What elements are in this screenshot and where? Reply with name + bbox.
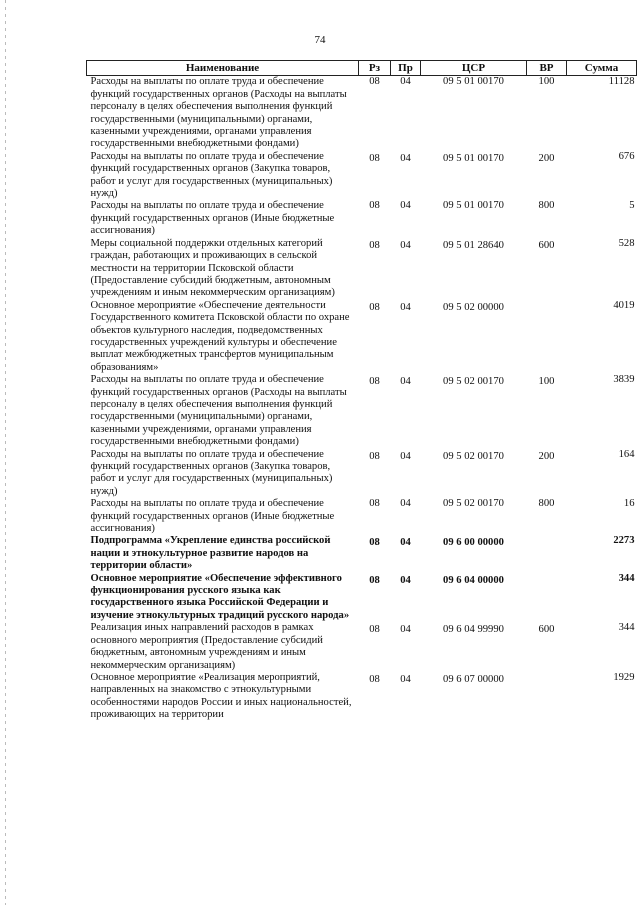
cell-vr [527, 535, 567, 572]
cell-pr: 04 [400, 624, 411, 636]
cell-rz: 08 [369, 537, 380, 549]
cell-rz: 08 [369, 498, 380, 510]
header-pr: Пр [391, 61, 421, 76]
cell-name: Расходы на выплаты по оплате труда и обеспечение функций государственных органов (Иные бюджетные ассигнования) [90, 200, 335, 237]
cell-pr: 04 [400, 574, 411, 586]
cell-sum: 16 [623, 498, 635, 510]
cell-rz: 08 [369, 673, 380, 685]
cell-name: Расходы на выплаты по оплате труда и обеспечение функций государственных органов (Закупка товаров, работ и услуг для государственных (муниципальных) нужд) [90, 448, 333, 497]
cell-csr: 09 6 04 99990 [443, 624, 504, 636]
table-row [87, 498, 637, 535]
cell-name: Основное мероприятие «Реализация мероприятий, направленных на знакомство с этнокультурными особенностями народов России и иных национальностей, проживающих на территории [90, 671, 352, 721]
cell-csr: 09 5 02 00170 [443, 498, 504, 510]
cell-rz: 08 [369, 239, 380, 251]
budget-table [86, 60, 637, 722]
cell-rz: 08 [369, 152, 380, 164]
table-row [87, 535, 637, 572]
header-sum: Сумма [567, 61, 637, 76]
cell-vr: 200 [538, 152, 555, 164]
table-row [87, 672, 637, 722]
table-row [87, 573, 637, 623]
table-body [87, 76, 637, 722]
cell-name: Меры социальной поддержки отдельных категорий граждан, работающих и проживающих в сельской местности на территории Псковской области (Предоставление субсидий бюджетным, автономным учреждениям и иным некоммерческим организациям) [90, 237, 335, 299]
header-name: Наименование [87, 61, 359, 76]
cell-sum: 344 [618, 622, 635, 634]
cell-sum: 344 [618, 572, 635, 584]
cell-vr: 100 [538, 76, 555, 88]
cell-sum: 3839 [613, 374, 635, 386]
table-row [87, 76, 637, 151]
cell-rz: 08 [369, 574, 380, 586]
cell-pr: 04 [400, 450, 411, 462]
cell-pr: 04 [400, 239, 411, 251]
cell-csr: 09 5 02 00000 [443, 301, 504, 313]
cell-rz: 08 [369, 301, 380, 313]
cell-name: Расходы на выплаты по оплате труда и обеспечение функций государственных органов (Расходы на выплаты персоналу в целях обеспечения выполнения функций государственными (муниципальными) органами, казенными учреждениями, органами управления государственными внебюджетными фондами) [90, 374, 347, 448]
cell-csr: 09 6 04 00000 [443, 574, 504, 586]
cell-csr: 09 5 01 00170 [443, 152, 504, 164]
cell-rz: 08 [369, 200, 380, 212]
cell-pr: 04 [400, 376, 411, 388]
cell-sum: 11128 [608, 76, 635, 88]
cell-rz: 08 [369, 624, 380, 636]
cell-csr: 09 5 01 00170 [443, 76, 504, 88]
cell-pr: 04 [400, 537, 411, 549]
cell-vr: 600 [538, 624, 555, 636]
cell-sum: 528 [618, 237, 635, 249]
cell-vr: 100 [538, 376, 555, 388]
header-csr: ЦСР [421, 61, 527, 76]
cell-pr: 04 [400, 200, 411, 212]
cell-sum: 5 [629, 200, 635, 212]
cell-csr: 09 5 02 00170 [443, 450, 504, 462]
cell-sum: 676 [618, 150, 635, 162]
scan-edge [5, 0, 6, 905]
cell-csr: 09 5 02 00170 [443, 376, 504, 388]
cell-pr: 04 [400, 152, 411, 164]
cell-name: Расходы на выплаты по оплате труда и обеспечение функций государственных органов (Расходы на выплаты персоналу в целях обеспечения выполнения функций государственными (муниципальными) органами, казенными учреждениями, органами управления государственными внебюджетными фондами) [90, 76, 347, 150]
cell-name: Подпрограмма «Укрепление единства российской нации и этнокультурное развитие народов на территории области» [90, 535, 331, 572]
table-row [87, 622, 637, 672]
table-header-row [87, 61, 637, 76]
cell-vr [527, 573, 567, 623]
cell-pr: 04 [400, 673, 411, 685]
table-row [87, 300, 637, 374]
cell-sum: 2273 [613, 535, 635, 547]
table-row [87, 374, 637, 448]
page-number: 74 [314, 34, 326, 46]
cell-rz: 08 [369, 450, 380, 462]
cell-sum: 4019 [613, 299, 635, 311]
cell-pr: 04 [400, 76, 411, 88]
cell-name: Основное мероприятие «Обеспечение деятельности Государственного комитета Псковской области по охране объектов культурного наследия, подведомственных государственных учреждений культуры и обеспечение выплат межбюджетных трансфертов муниципальным образованиям» [90, 299, 350, 373]
cell-name: Основное мероприятие «Обеспечение эффективного функционирования русского языка как государственного языка Российской Федерации и изучение этнокультурных традиций русского народа» [90, 572, 350, 621]
cell-name: Расходы на выплаты по оплате труда и обеспечение функций государственных органов (Иные бюджетные ассигнования) [90, 498, 335, 535]
cell-rz: 08 [369, 76, 380, 88]
cell-name: Реализация иных направлений расходов в рамках основного мероприятия (Предоставление субсидий бюджетным, автономным учреждениям и иным некоммерческим организациям) [90, 622, 323, 671]
cell-vr [527, 300, 567, 374]
header-rz: Рз [359, 61, 391, 76]
cell-csr: 09 5 01 00170 [443, 200, 504, 212]
cell-sum: 1929 [613, 671, 635, 683]
cell-vr: 800 [538, 498, 555, 510]
cell-sum: 164 [618, 448, 635, 460]
table-row [87, 449, 637, 499]
table-row [87, 238, 637, 300]
cell-vr: 200 [538, 450, 555, 462]
table-row [87, 200, 637, 237]
cell-csr: 09 5 01 28640 [443, 239, 504, 251]
cell-csr: 09 6 00 00000 [443, 537, 504, 549]
cell-pr: 04 [400, 301, 411, 313]
cell-vr: 800 [538, 200, 555, 212]
cell-pr: 04 [400, 498, 411, 510]
header-vr: ВР [527, 61, 567, 76]
cell-vr [527, 672, 567, 722]
cell-rz: 08 [369, 376, 380, 388]
cell-csr: 09 6 07 00000 [443, 673, 504, 685]
cell-name: Расходы на выплаты по оплате труда и обеспечение функций государственных органов (Закупка товаров, работ и услуг для государственных (муниципальных) нужд) [90, 150, 333, 200]
cell-vr: 600 [538, 239, 555, 251]
table-row [87, 151, 637, 201]
